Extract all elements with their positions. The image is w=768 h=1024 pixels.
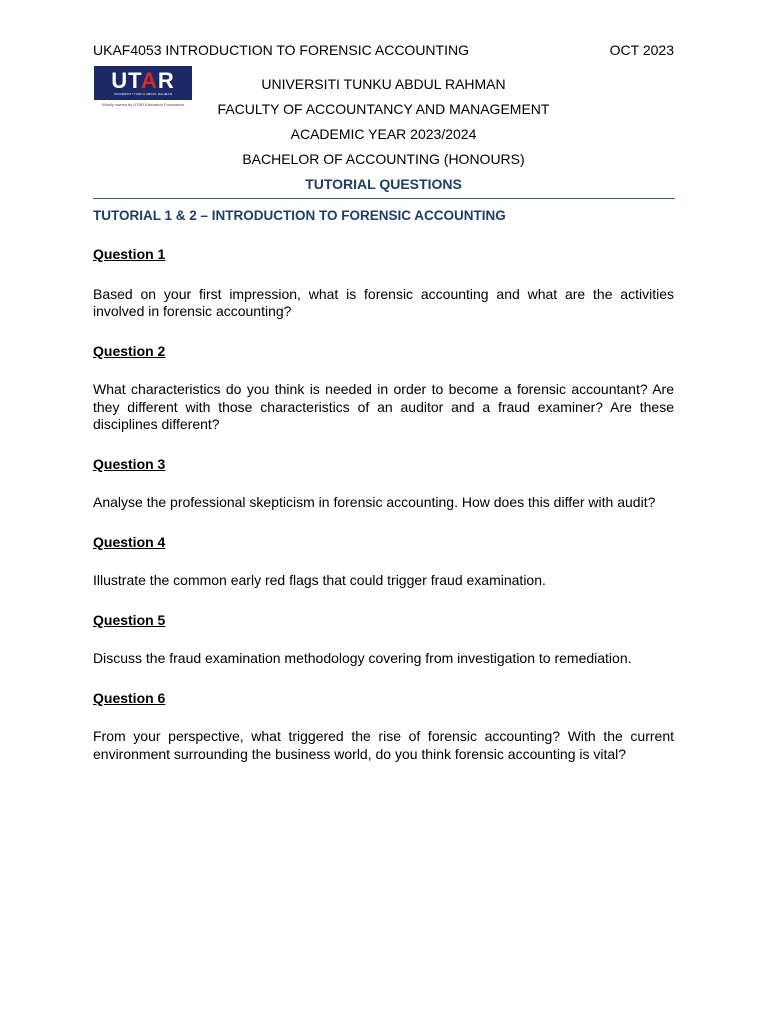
faculty-name: FACULTY OF ACCOUNTANCY AND MANAGEMENT [217, 101, 550, 117]
question-6-text: From your perspective, what triggered the rise of forensic accounting? With the current environment surrounding the business world, do you think forensic accounting is vital? [93, 728, 674, 762]
utar-logo-subtitle: UNIVERSITI TUNKU ABDUL RAHMAN [113, 92, 173, 96]
question-3-text: Analyse the professional skepticism in forensic accounting. How does this differ with audit? [93, 494, 656, 510]
programme-name: BACHELOR OF ACCOUNTING (HONOURS) [242, 151, 525, 167]
question-4-heading: Question 4 [93, 533, 166, 550]
document-title: TUTORIAL QUESTIONS [305, 176, 462, 192]
tutorial-content [93, 206, 674, 763]
question-6-heading: Question 6 [93, 689, 166, 706]
course-code-title: UKAF4053 INTRODUCTION TO FORENSIC ACCOUNTING [93, 42, 469, 58]
question-5-text: Discuss the fraud examination methodology covering from investigation to remediation. [93, 650, 632, 666]
question-2-text: What characteristics do you think is needed in order to become a forensic accountant? Are they different with those characteristics of an auditor and a fraud examiner? Are these disciplines different? [93, 381, 674, 432]
running-header [93, 42, 674, 59]
question-1-heading: Question 1 [93, 246, 166, 262]
utar-logo-wordmark: UTAR [111, 68, 175, 93]
section-title: TUTORIAL 1 & 2 – INTRODUCTION TO FORENSIC ACCOUNTING [93, 208, 506, 223]
university-name: UNIVERSITI TUNKU ABDUL RAHMAN [261, 76, 506, 92]
question-4-text: Illustrate the common early red flags that could trigger fraud examination. [93, 572, 546, 588]
utar-logo-caption: Wholly owned by UTAR Education Foundation [102, 102, 184, 107]
question-2-heading: Question 2 [93, 342, 166, 359]
academic-year: ACADEMIC YEAR 2023/2024 [290, 126, 477, 142]
question-1-text: Based on your first impression, what is forensic accounting and what are the activities involved in forensic accounting? [93, 285, 674, 319]
question-5-heading: Question 5 [93, 611, 166, 628]
question-3-heading: Question 3 [93, 455, 166, 472]
header-divider [93, 198, 675, 199]
document-title-block [93, 74, 674, 199]
exam-date: OCT 2023 [609, 42, 674, 58]
